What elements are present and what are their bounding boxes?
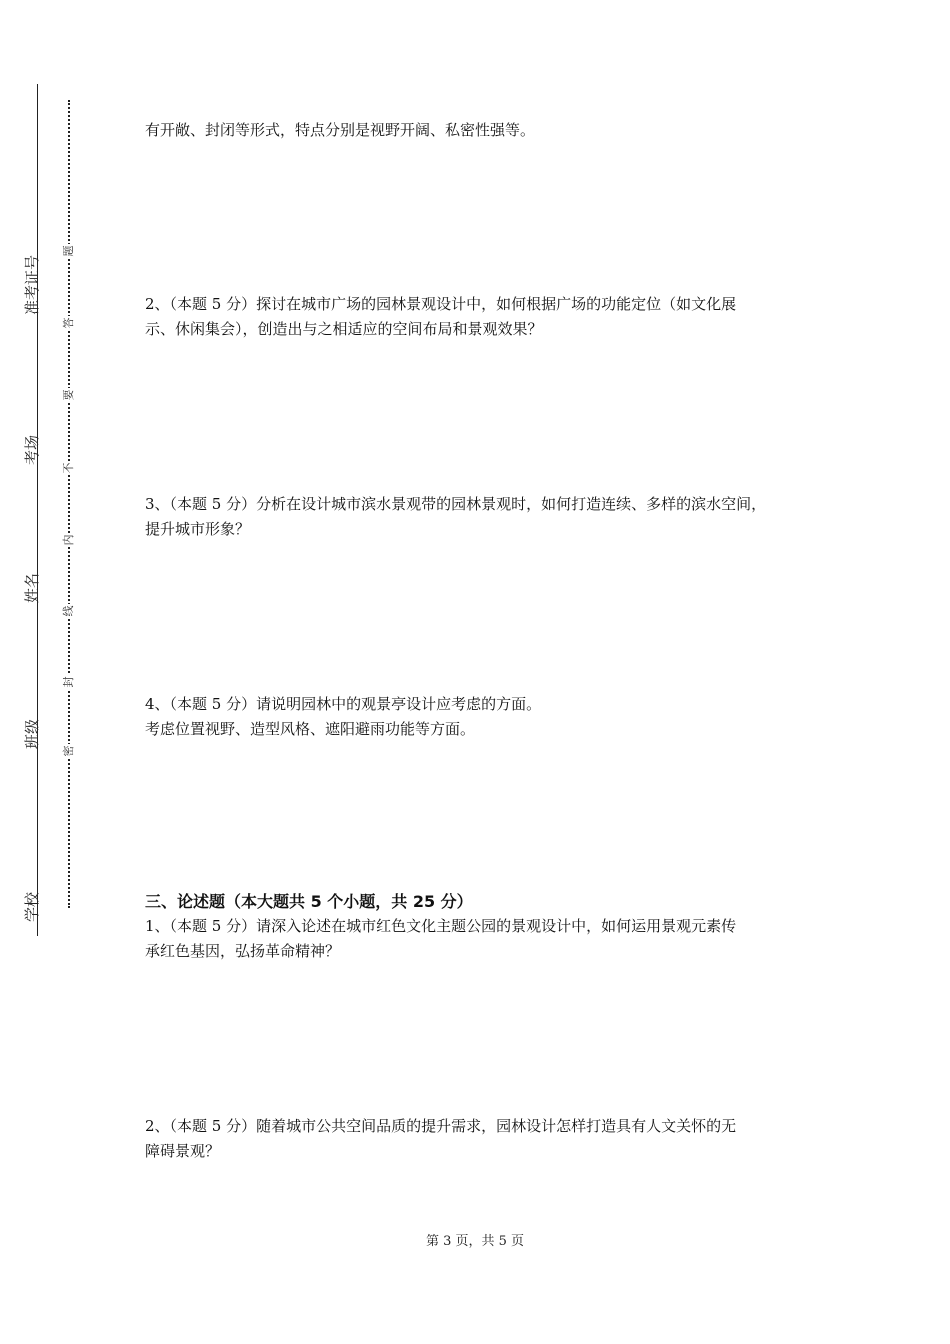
answer-text-line: 考虑位置视野、造型风格、遮阳避雨功能等方面。 <box>145 720 476 738</box>
question-text-line: 提升城市形象？ <box>145 520 251 538</box>
seal-dotted-line <box>68 100 70 908</box>
seal-char: 线 <box>62 605 75 617</box>
question-text-line: 1、（本题 5 分）请深入论述在城市红色文化主题公园的景观设计中，如何运用景观元素传 <box>145 917 737 935</box>
continuation-answer: 有开敞、封闭等形式，特点分别是视野开阔、私密性强等。 <box>145 121 536 139</box>
question-text-line: 2、（本题 5 分）随着城市公共空间品质的提升需求，园林设计怎样打造具有人文关怀的无 <box>145 1117 737 1135</box>
question-text-line: 2、（本题 5 分）探讨在城市广场的园林景观设计中，如何根据广场的功能定位（如文化展 <box>145 295 737 313</box>
question-2 <box>145 292 820 342</box>
field-label-exam-room: 考场 <box>23 435 41 466</box>
question-text-line: 3、（本题 5 分）分析在设计城市滨水景观带的园林景观时，如何打造连续、多样的滨水空间， <box>145 495 767 513</box>
seal-char: 要 <box>62 389 75 401</box>
seal-char: 内 <box>62 534 75 546</box>
field-label-class: 班级 <box>23 719 41 750</box>
seal-char: 密 <box>62 745 75 757</box>
question-text-line: 4、（本题 5 分）请说明园林中的观景亭设计应考虑的方面。 <box>145 695 542 713</box>
field-label-school: 学校 <box>23 892 41 923</box>
essay-question-1 <box>145 914 820 964</box>
question-text-line: 承红色基因，弘扬革命精神？ <box>145 942 341 960</box>
question-text-line: 示、休闲集会），创造出与之相适应的空间布局和景观效果？ <box>145 320 543 338</box>
seal-char: 封 <box>62 676 75 688</box>
field-label-ticket-number: 准考证号 <box>23 255 41 316</box>
seal-char: 不 <box>62 462 75 474</box>
binding-solid-line <box>37 84 38 936</box>
page-number: 第 3 页，共 5 页 <box>425 1234 525 1249</box>
section-3-heading: 三、论述题（本大题共 5 个小题，共 25 分） <box>145 892 473 911</box>
essay-question-2 <box>145 1114 820 1164</box>
question-3 <box>145 492 820 542</box>
seal-char: 题 <box>62 245 75 257</box>
question-text-line: 障碍景观？ <box>145 1142 221 1160</box>
seal-char: 答 <box>62 317 75 329</box>
field-label-name: 姓名 <box>23 573 41 604</box>
question-4 <box>145 692 820 742</box>
